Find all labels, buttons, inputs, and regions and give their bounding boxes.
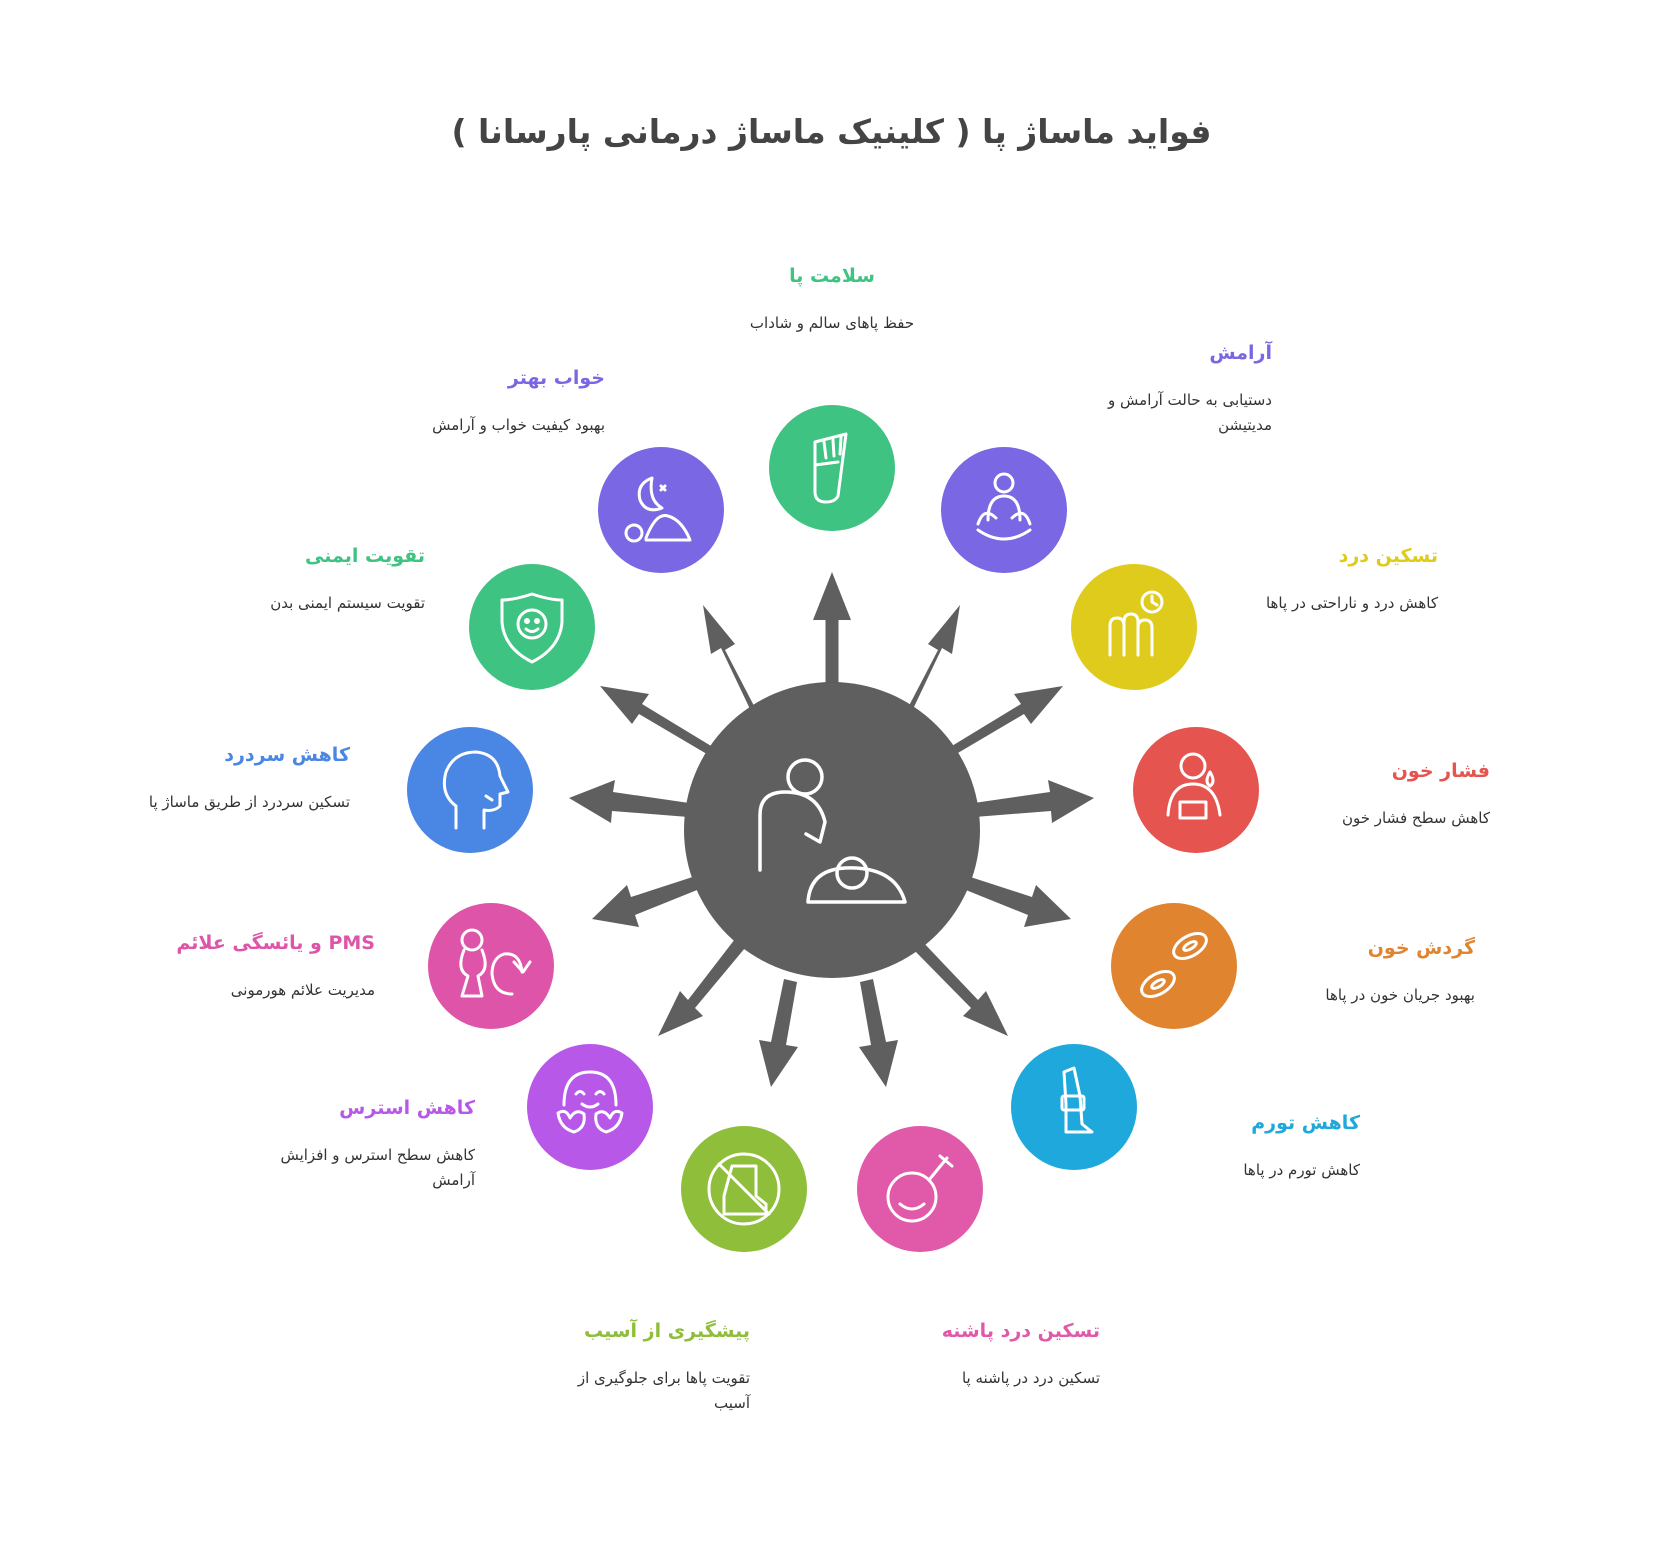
label-stress bbox=[262, 1095, 475, 1193]
label-desc: تقویت پاها برای جلوگیری از آسیب bbox=[577, 1369, 750, 1412]
arrow-heel-pain bbox=[859, 979, 898, 1087]
node-blood-pressure[interactable] bbox=[1133, 727, 1259, 853]
node-heel-pain[interactable] bbox=[857, 1126, 983, 1252]
arrow-blood-pressure bbox=[960, 780, 1094, 823]
arrow-stress bbox=[658, 939, 745, 1036]
node-pain-relief[interactable] bbox=[1071, 564, 1197, 690]
label-desc: دستیابی به حالت آرامش و مدیتیشن bbox=[1108, 391, 1272, 434]
label-desc: کاهش سطح استرس و افزایش آرامش bbox=[280, 1146, 475, 1189]
hub-circle bbox=[684, 682, 980, 978]
label-title: پیشگیری از آسیب bbox=[583, 1320, 750, 1342]
label-desc: تقویت سیستم ایمنی بدن bbox=[270, 594, 425, 612]
label-title: PMS و یائسگی علائم bbox=[176, 932, 375, 954]
label-sleep bbox=[385, 365, 605, 438]
label-immunity bbox=[240, 543, 425, 616]
label-desc: تسکین درد در پاشنه پا bbox=[961, 1369, 1100, 1387]
node-foot-health[interactable] bbox=[769, 405, 895, 531]
arrow-pain-relief bbox=[942, 686, 1063, 760]
label-blood-pressure bbox=[1310, 758, 1490, 831]
label-desc: بهبود کیفیت خواب و آرامش bbox=[432, 416, 605, 434]
label-title: کاهش استرس bbox=[339, 1097, 475, 1119]
label-title: کاهش سردرد bbox=[224, 744, 350, 766]
node-headache[interactable] bbox=[407, 727, 533, 853]
label-title: فشار خون bbox=[1391, 760, 1490, 782]
label-desc: کاهش سطح فشار خون bbox=[1341, 809, 1490, 827]
label-swelling bbox=[1180, 1110, 1360, 1183]
label-title: آرامش bbox=[1209, 342, 1272, 364]
arrow-immunity bbox=[600, 686, 721, 760]
label-title: تسکین درد پاشنه bbox=[941, 1320, 1100, 1342]
label-title: گردش خون bbox=[1367, 937, 1475, 959]
node-circulation[interactable] bbox=[1111, 903, 1237, 1029]
label-desc: حفظ پاهای سالم و شاداب bbox=[749, 314, 915, 332]
label-title: تقویت ایمنی bbox=[305, 545, 425, 567]
label-headache bbox=[140, 742, 350, 815]
label-foot-health bbox=[742, 263, 922, 336]
label-title: خواب بهتر bbox=[507, 367, 605, 389]
label-heel-pain bbox=[900, 1318, 1100, 1391]
label-desc: مدیریت علائم هورمونی bbox=[230, 981, 375, 999]
node-swelling[interactable] bbox=[1011, 1044, 1137, 1170]
label-title: تسکین درد bbox=[1338, 545, 1438, 567]
label-injury-prevention bbox=[545, 1318, 750, 1416]
arrow-injury-prevention bbox=[759, 979, 798, 1087]
node-relaxation[interactable] bbox=[941, 447, 1067, 573]
label-desc: تسکین سردرد از طریق ماساژ پا bbox=[148, 793, 350, 811]
label-pain-relief bbox=[1228, 543, 1438, 616]
label-title: کاهش تورم bbox=[1251, 1112, 1360, 1134]
arrow-headache bbox=[569, 780, 703, 823]
label-circulation bbox=[1280, 935, 1475, 1008]
arrow-swelling bbox=[912, 939, 1008, 1036]
page-title: فواید ماساژ پا ( کلینیک ماساژ درمانی پارسانا ) bbox=[451, 112, 1212, 151]
label-desc: کاهش تورم در پاها bbox=[1243, 1161, 1360, 1179]
label-relaxation bbox=[1087, 340, 1272, 438]
label-title: سلامت پا bbox=[789, 265, 875, 287]
label-desc: بهبود جریان خون در پاها bbox=[1325, 986, 1475, 1004]
node-sleep[interactable] bbox=[598, 447, 724, 573]
label-desc: کاهش درد و ناراحتی در پاها bbox=[1265, 594, 1438, 612]
node-pms[interactable] bbox=[428, 903, 554, 1029]
node-immunity[interactable] bbox=[469, 564, 595, 690]
label-pms bbox=[160, 930, 375, 1003]
